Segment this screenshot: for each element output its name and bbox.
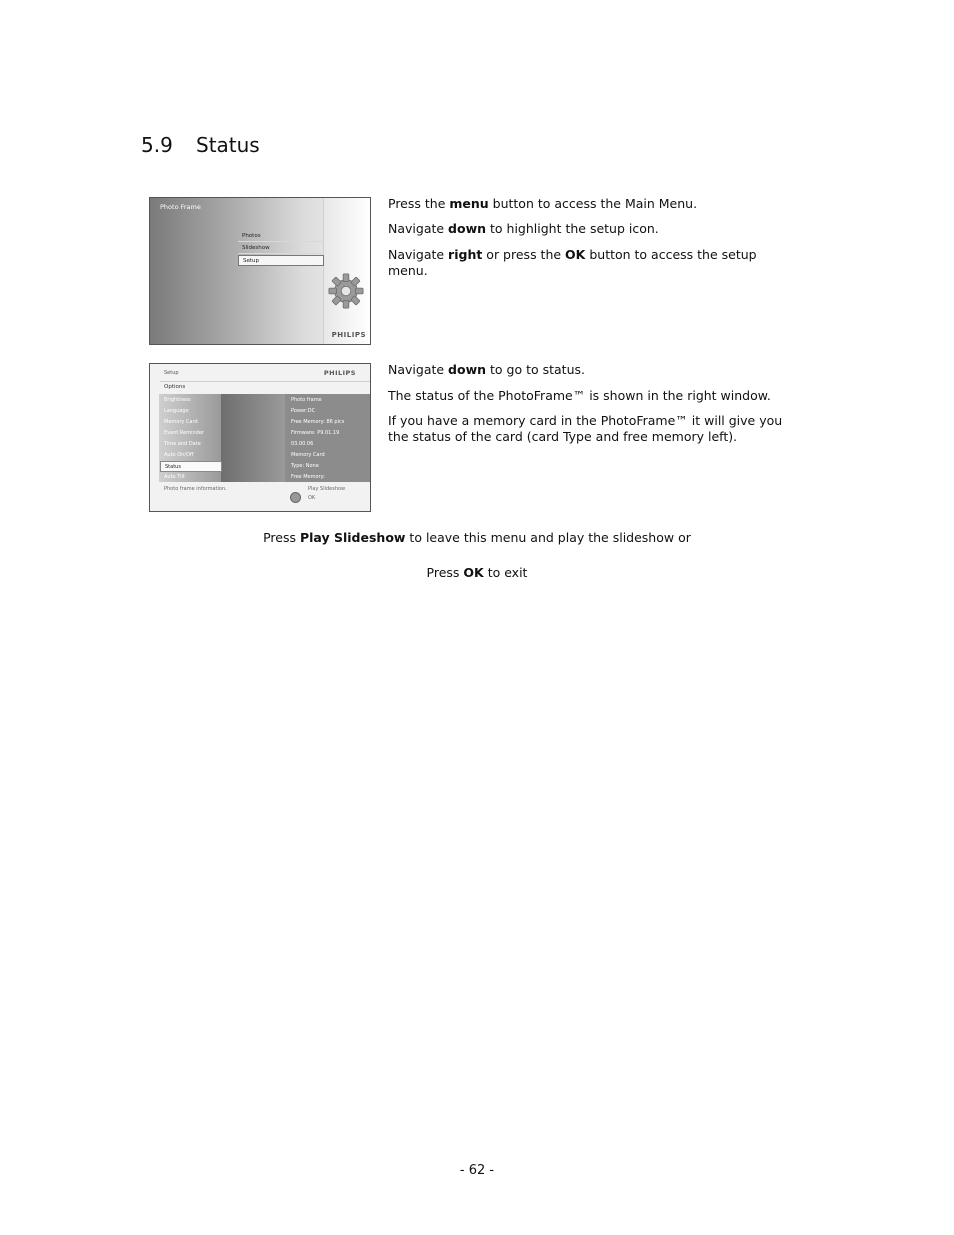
status-firmware-2: 03.00.06: [291, 441, 314, 447]
step2-line3: If you have a memory card in the PhotoFrame™ it will give you the status of the card (card Type and free memory left).: [388, 413, 783, 444]
step1-line2: Navigate down to highlight the setup icon.: [388, 221, 659, 236]
middle-panel: [221, 394, 285, 482]
option-auto-tilt: Auto Tilt: [164, 474, 185, 480]
option-status: Status: [160, 461, 222, 472]
bottom-instruction-2: Press OK to exit: [426, 565, 528, 580]
menu-item-setup: Setup: [238, 255, 324, 266]
menu-item-photos: Photos: [238, 231, 324, 242]
divider: [160, 381, 370, 382]
status-screenshot: [149, 363, 371, 512]
step1-line1: Press the menu button to access the Main Menu.: [388, 196, 698, 211]
option-brightness: Brightness: [164, 397, 191, 403]
status-free-memory: Free Memory: 86 pics: [291, 419, 345, 425]
main-menu-screenshot: [149, 197, 371, 345]
status-memory-card: Memory Card: [291, 452, 325, 458]
options-label: Options: [164, 384, 186, 390]
option-memory-card: Memory Card: [164, 419, 198, 425]
step2-line1: Navigate down to go to status.: [388, 362, 585, 377]
menu-item-slideshow: Slideshow: [238, 243, 324, 254]
footer-ok: OK: [308, 495, 316, 501]
status-firmware: Firmware: P9.01.19: [291, 430, 340, 436]
gear-icon: [327, 272, 365, 310]
section-heading: [141, 133, 260, 157]
philips-logo: PHILIPS: [331, 331, 366, 339]
status-card-free-memory: Free Memory:: [291, 474, 325, 480]
screen-header: Setup: [164, 370, 179, 376]
option-time-and-date: Time and Date: [164, 441, 201, 447]
bottom-instruction-1: Press Play Slideshow to leave this menu and play the slideshow or: [263, 530, 691, 545]
page-number: - 62 -: [459, 1163, 495, 1178]
status-card-type: Type: None: [291, 463, 319, 469]
section-number: 5.9: [141, 133, 173, 157]
option-event-reminder: Event Reminder: [164, 430, 204, 436]
option-language: Language: [164, 408, 189, 414]
philips-logo: PHILIPS: [323, 369, 356, 377]
step1-line3: Navigate right or press the OK button to access the setup menu.: [388, 247, 757, 278]
section-title: Status: [196, 133, 260, 157]
help-text: Photo frame information.: [164, 486, 227, 492]
status-photo-frame: Photo frame: [291, 397, 322, 403]
option-auto-on-off: Auto On/Off: [164, 452, 194, 458]
status-power: Power:DC: [291, 408, 316, 414]
ok-button-icon: [290, 492, 301, 503]
right-panel: [323, 198, 370, 344]
step2-line2: The status of the PhotoFrame™ is shown in the right window.: [388, 388, 771, 403]
footer-play-slideshow: Play Slideshow: [308, 486, 346, 492]
screen-title: Photo Frame: [160, 203, 201, 211]
